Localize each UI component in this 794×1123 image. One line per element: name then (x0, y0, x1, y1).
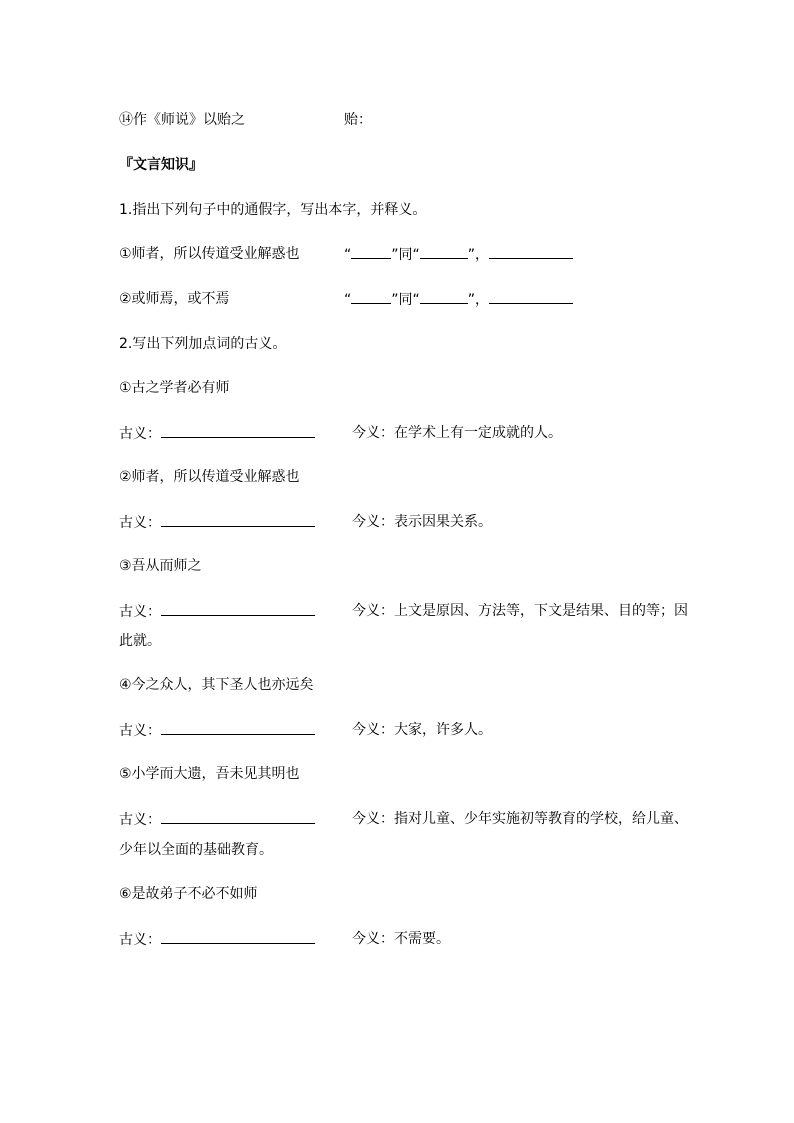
gu-label: 古义： (119, 723, 161, 739)
q2-item-5-sentence: ⑤小学而大遗，吾未见其明也 (119, 766, 300, 782)
q1-item-2-answer: “ ”同“ ”， (344, 289, 573, 310)
q2-item-1-answer-row (119, 423, 562, 444)
item14-label: 贻： (344, 112, 372, 128)
jin-meaning: 今义：在学术上有一定成就的人。 (352, 425, 562, 441)
q2-title: 2.写出下列加点词的古义。 (119, 336, 287, 352)
q2-item-3-answer-row (119, 601, 688, 622)
guyi-blank[interactable] (161, 512, 315, 527)
jin-meaning: 今义：大家，许多人。 (352, 722, 492, 738)
meaning-blank[interactable] (489, 244, 573, 259)
q2-item-5-answer-row (119, 809, 688, 830)
section-title: 『文言知识』 (119, 157, 203, 173)
benzi-blank[interactable] (420, 289, 468, 304)
q2-item-4-answer-row (119, 720, 492, 741)
gu-label: 古义： (119, 426, 161, 442)
q2-item-2-answer-row (119, 512, 492, 533)
q1-item-1-sentence: ①师者，所以传道受业解惑也 (119, 246, 300, 262)
q2-item-6-answer-row (119, 929, 450, 950)
q2-item-2-sentence: ②师者，所以传道受业解惑也 (119, 469, 300, 485)
item14-sentence: ⑭作《师说》以贻之 (119, 112, 245, 128)
q2-item-1-sentence: ①古之学者必有师 (119, 380, 230, 396)
guyi-blank[interactable] (161, 929, 315, 944)
gu-label: 古义： (119, 932, 161, 948)
q1-item-1-answer: “ ”同“ ”， (344, 244, 573, 265)
gu-label: 古义： (119, 515, 161, 531)
tongjia-char-blank[interactable] (351, 244, 391, 259)
jin-meaning-continued: 少年以全面的基础教育。 (119, 842, 273, 858)
guyi-blank[interactable] (161, 601, 315, 616)
tongjia-char-blank[interactable] (351, 289, 391, 304)
meaning-blank[interactable] (489, 289, 573, 304)
guyi-blank[interactable] (161, 809, 315, 824)
gu-label: 古义： (119, 812, 161, 828)
gu-label: 古义： (119, 604, 161, 620)
guyi-blank[interactable] (161, 720, 315, 735)
q2-item-6-sentence: ⑥是故弟子不必不如师 (119, 886, 258, 902)
jin-meaning: 今义：上文是原因、方法等，下文是结果、目的等；因 (352, 603, 688, 619)
q1-item-2 (119, 289, 490, 309)
q1-item-2-sentence: ②或师焉，或不焉 (119, 291, 230, 307)
jin-meaning: 今义：指对儿童、少年实施初等教育的学校，给儿童、 (352, 811, 688, 827)
q1-title: 1.指出下列句子中的通假字，写出本字，并释义。 (119, 202, 427, 218)
q2-item-3-sentence: ③吾从而师之 (119, 558, 202, 574)
jin-meaning: 今义：不需要。 (352, 931, 450, 947)
benzi-blank[interactable] (420, 244, 468, 259)
guyi-blank[interactable] (161, 423, 315, 438)
item14-row (119, 110, 372, 130)
q1-item-1 (119, 244, 490, 264)
q2-item-4-sentence: ④今之众人，其下圣人也亦远矣 (119, 677, 314, 693)
jin-meaning: 今义：表示因果关系。 (352, 514, 492, 530)
jin-meaning-continued: 此就。 (119, 633, 161, 649)
